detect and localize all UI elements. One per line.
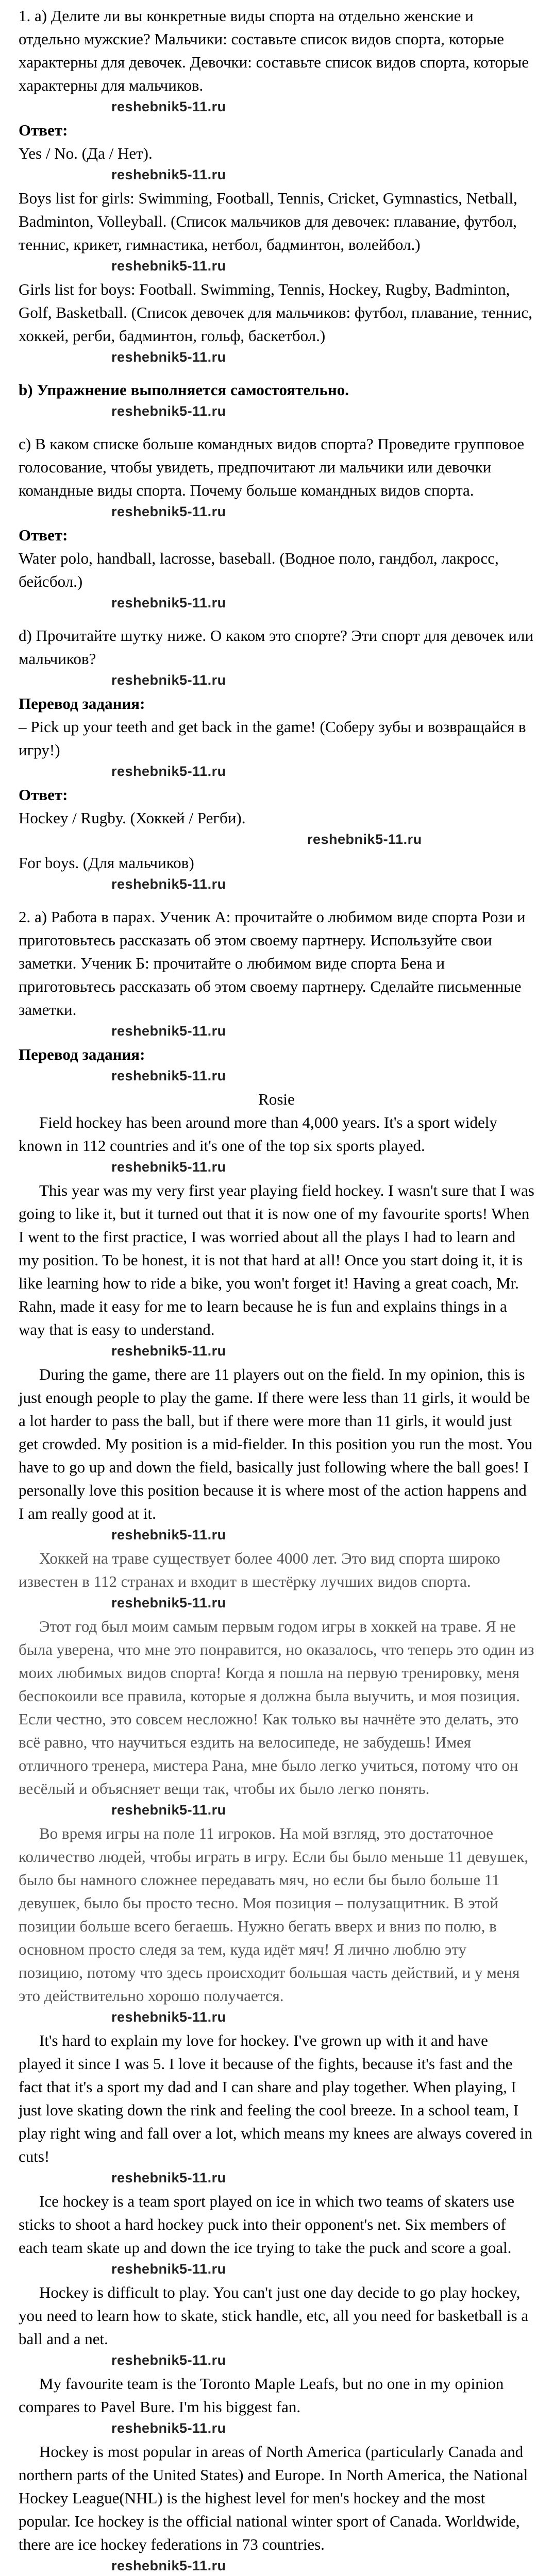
paragraph: Boys list for girls: Swimming, Football, Tennis, Cricket, Gymnastics, Netball, Badminton, Volleyball. (Список мальчиков для девочек: плавание, футбол, теннис, крикет, гимнастика, нетбол, бадминтон, волейбол.) bbox=[19, 189, 517, 253]
watermark-text: reshebnik5-11.ru bbox=[111, 595, 226, 611]
paragraph: Field hockey has been around more than 4,000 years. It's a sport widely known in 112 countries and it's one of the top six sports played. bbox=[19, 1113, 497, 1155]
paragraph: Hockey is most popular in areas of North America (particularly Canada and northern parts of the United States) and Europe. In North America, the National Hockey League(NHL) is the highest level for men's hockey and the most popular. Ice hockey is the official national winter sport of Canada. Worldwide, there are ice hockey federations in 73 countries. bbox=[19, 2443, 528, 2553]
spacer bbox=[19, 896, 534, 905]
paragraph: It's hard to explain my love for hockey. I've grown up with it and have played it since I was 5. I love it because of the fights, because it's fast and the fact that it's a sport my dad and I can share and play together. When playing, I just love skating down the rink and feeling the cool breeze. In a school team, I play right wing and fall over a lot, which means my knees are always covered in cuts! bbox=[19, 2031, 532, 2165]
watermark-text: reshebnik5-11.ru bbox=[111, 1527, 226, 1543]
watermark-text: reshebnik5-11.ru bbox=[111, 1595, 226, 1611]
watermark-text: reshebnik5-11.ru bbox=[111, 2352, 226, 2368]
paragraph: Хоккей на траве существует более 4000 лет. Это вид спорта широко известен в 112 странах и входит в шестёрку лучших видов спорта. bbox=[19, 1549, 500, 1590]
spacer bbox=[19, 423, 534, 432]
paragraph: 2. а) Работа в парах. Ученик А: прочитайте о любимом виде спорта Рози и приготовьтесь рассказать об этом своему партнеру. Используйте свои заметки. Ученик Б: прочитайте о любимом виде спорта Бена и приготовьтесь рассказать об этом своему партнеру. Сделайте письменные заметки. bbox=[19, 908, 526, 1019]
paragraph: 1. а) Делите ли вы конкретные виды спорта на отдельно женские и отдельно мужские? Мальчики: составьте список видов спорта, которые характерны для девочек. Девочки: составьте список видов спорта, которые характерны для мальчиков. bbox=[19, 7, 529, 94]
watermark-text: reshebnik5-11.ru bbox=[111, 2170, 226, 2185]
watermark-text: reshebnik5-11.ru bbox=[111, 2420, 226, 2436]
watermark-text: reshebnik5-11.ru bbox=[111, 504, 226, 519]
watermark-text: reshebnik5-11.ru bbox=[111, 1802, 226, 1818]
paragraph: Ответ: bbox=[19, 786, 68, 804]
paragraph: Перевод задания: bbox=[19, 1045, 145, 1063]
paragraph: Hockey is difficult to play. You can't just one day decide to go play hockey, you need to learn how to skate, stick handle, etc, all you need for basketball is a ball and a net. bbox=[19, 2283, 529, 2348]
watermark-text: reshebnik5-11.ru bbox=[111, 2009, 226, 2025]
watermark-text: reshebnik5-11.ru bbox=[307, 832, 422, 847]
watermark-text: reshebnik5-11.ru bbox=[111, 167, 226, 182]
paragraph: Water polo, handball, lacrosse, baseball. (Водное поло, гандбол, лакросс, бейсбол.) bbox=[19, 549, 499, 590]
watermark-text: reshebnik5-11.ru bbox=[111, 876, 226, 892]
watermark-text: reshebnik5-11.ru bbox=[111, 1023, 226, 1039]
paragraph: Ответ: bbox=[19, 526, 68, 544]
paragraph: Yes / No. (Да / Нет). bbox=[19, 144, 153, 162]
watermark-text: reshebnik5-11.ru bbox=[111, 403, 226, 419]
paragraph: During the game, there are 11 players out on the field. In my opinion, this is just enough people to play the game. If there were less than 11 girls, it would be a lot harder to pass the ball, but if there were more than 11 girls, it would just get crowded. My position is a mid-fielder. In this position you run the most. You have to go up and down the field, basically just following where the ball goes! I personally love this position because it is where most of the action happens and I am really good at it. bbox=[19, 1365, 533, 1522]
paragraph: Этот год был моим самым первым годом игры в хоккей на траве. Я не была уверена, что мне это понравится, но оказалось, что теперь это один из моих любимых видов спорта! Когда я пошла на первую тренировку, меня беспокоили все правила, которые я должна была выучить, и моя позиция. Если честно, это совсем несложно! Как только вы начнёте это делать, это всё равно, что научиться ездить на велосипеде, не забудешь! Имея отличного тренера, мистера Рана, мне было легко учиться, потому что он весёлый и объясняет вещи так, чтобы их было легко понять. bbox=[19, 1617, 534, 1798]
watermark-text: reshebnik5-11.ru bbox=[111, 1343, 226, 1359]
paragraph: c) В каком списке больше командных видов спорта? Проведите групповое голосование, чтобы увидеть, предпочитают ли мальчики или девочки командные виды спорта. Почему больше командных видов спорта. bbox=[19, 435, 524, 499]
watermark-text: reshebnik5-11.ru bbox=[111, 1159, 226, 1175]
paragraph: Во время игры на поле 11 игроков. На мой взгляд, это достаточное количество людей, чтобы играть в игру. Если бы было меньше 11 девушек, было бы намного сложнее передавать мяч, но если бы было больше 11 девушек, было бы просто тесно. Моя позиция – полузащитник. В этой позиции больше всего бегаешь. Нужно бегать вверх и вниз по полю, в основном просто следя за тем, куда идёт мяч! Я лично люблю эту позицию, потому что здесь происходит большая часть действий, и у меня это действительно хорошо получается. bbox=[19, 1824, 529, 2005]
watermark-text: reshebnik5-11.ru bbox=[111, 764, 226, 779]
watermark-text: reshebnik5-11.ru bbox=[111, 349, 226, 365]
watermark-text: reshebnik5-11.ru bbox=[111, 672, 226, 688]
paragraph: Rosie bbox=[258, 1090, 295, 1108]
paragraph: – Pick up your teeth and get back in the game! (Соберу зубы и возвращайся в игру!) bbox=[19, 718, 526, 759]
paragraph: Girls list for boys: Football. Swimming, Tennis, Hockey, Rugby, Badminton, Golf, Basketball. (Список девочек для мальчиков: футбол, плавание, теннис, хоккей, регби, бадминтон, гольф, баскетбол.) bbox=[19, 280, 532, 345]
watermark-text: reshebnik5-11.ru bbox=[111, 2558, 226, 2573]
paragraph: My favourite team is the Toronto Maple Leafs, but no one in my opinion compares to Pavel Bure. I'm his biggest fan. bbox=[19, 2375, 504, 2416]
paragraph: Hockey / Rugby. (Хоккей / Регби). bbox=[19, 809, 246, 827]
watermark-text: reshebnik5-11.ru bbox=[111, 99, 226, 114]
watermark-text: reshebnik5-11.ru bbox=[111, 258, 226, 274]
paragraph: Перевод задания: bbox=[19, 694, 145, 713]
paragraph: Ответ: bbox=[19, 121, 68, 139]
watermark-text: reshebnik5-11.ru bbox=[111, 2261, 226, 2277]
paragraph: Ice hockey is a team sport played on ice in which two teams of skaters use sticks to shoot a hard hockey puck into their opponent's net. Six members of each team skate up and down the ice trying to take the puck and score a goal. bbox=[19, 2192, 514, 2257]
paragraph: b) Упражнение выполняется самостоятельно. bbox=[19, 381, 349, 399]
spacer bbox=[19, 615, 534, 624]
spacer bbox=[19, 369, 534, 378]
paragraph: This year was my very first year playing field hockey. I wasn't sure that I was going to like it, but it turned out that it is now one of my favourite sports! When I went to the first practice, I was worried about all the plays I had to learn and my position. To be honest, it is not that hard at all! Once you start doing it, it is like learning how to ride a bike, you won't forget it! Having a great coach, Mr. Rahn, made it easy for me to learn because he is fun and explains things in a way that is easy to understand. bbox=[19, 1181, 534, 1338]
paragraph: d) Прочитайте шутку ниже. О каком это спорте? Эти спорт для девочек или мальчиков? bbox=[19, 626, 533, 668]
paragraph: For boys. (Для мальчиков) bbox=[19, 854, 194, 872]
watermark-text: reshebnik5-11.ru bbox=[111, 1068, 226, 1083]
